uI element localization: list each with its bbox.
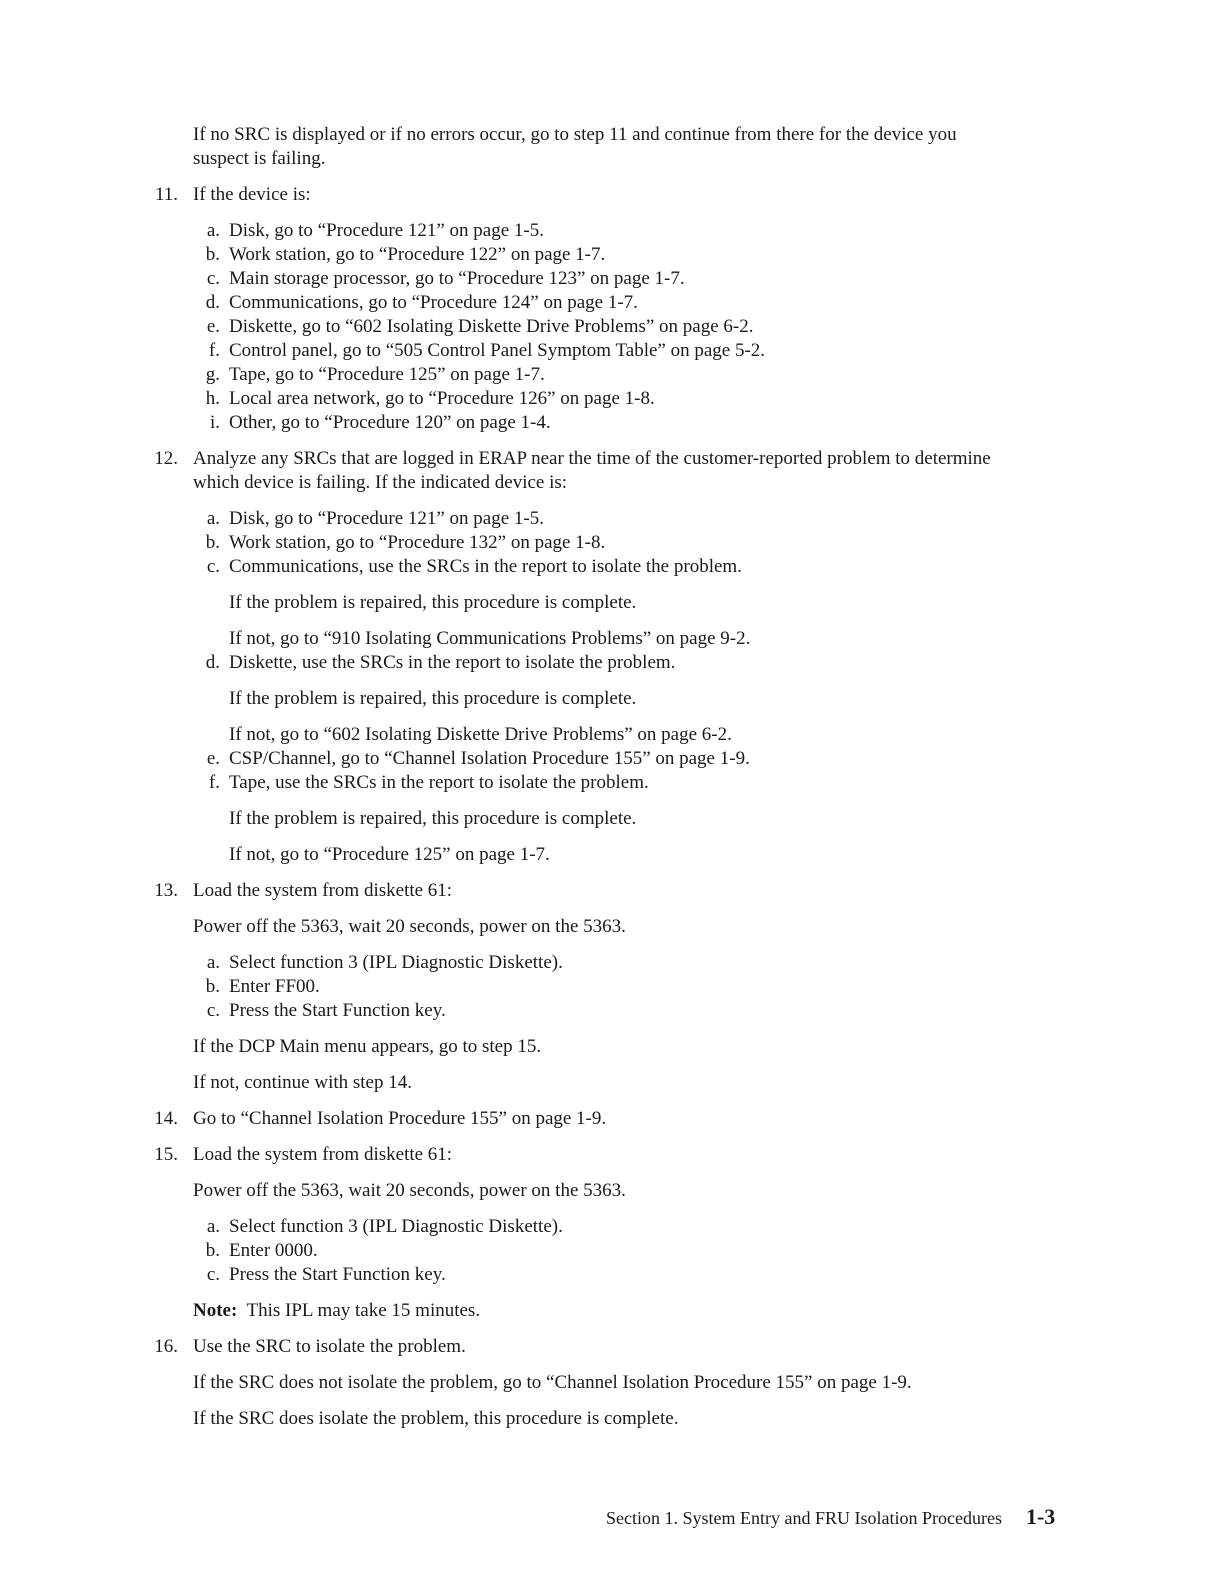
step-11-number: 11. (154, 184, 178, 205)
step-11-item-disk: Disk, go to “Procedure 121” on page 1-5. (229, 220, 545, 241)
step-12-line-1: Analyze any SRCs that are logged in ERAP near the time of the customer-reported problem to determine (193, 448, 991, 469)
list-letter: c. (206, 268, 220, 289)
step-13-item-select: Select function 3 (IPL Diagnostic Diskette). (229, 952, 563, 973)
list-letter: h. (205, 388, 220, 409)
step-12-d-not: If not, go to “602 Isolating Diskette Drive Problems” on page 6-2. (229, 724, 732, 745)
step-12-f-repaired: If the problem is repaired, this procedure is complete. (229, 808, 637, 829)
step-15-note (193, 1299, 480, 1323)
step-15-number: 15. (154, 1144, 178, 1165)
step-12-item-csp-channel: CSP/Channel, go to “Channel Isolation Procedure 155” on page 1-9. (229, 748, 750, 769)
step-16-text: Use the SRC to isolate the problem. (193, 1336, 466, 1357)
step-11-item-tape: Tape, go to “Procedure 125” on page 1-7. (229, 364, 545, 385)
page-number: 1-3 (1025, 1504, 1056, 1529)
step-13-if-dcp: If the DCP Main menu appears, go to step 15. (193, 1036, 542, 1057)
step-12-number: 12. (154, 448, 178, 469)
page-footer (606, 1505, 1055, 1530)
note-label: Note: (193, 1300, 238, 1321)
list-letter: f. (208, 340, 220, 361)
step-12-c-not: If not, go to “910 Isolating Communications Problems” on page 9-2. (229, 628, 751, 649)
list-letter: b. (205, 244, 220, 265)
step-16-not-isolate: If the SRC does not isolate the problem, go to “Channel Isolation Procedure 155” on page 1-9. (193, 1372, 912, 1393)
step-11-item-lan: Local area network, go to “Procedure 126” on page 1-8. (229, 388, 655, 409)
list-letter: e. (206, 316, 220, 337)
list-letter: d. (205, 652, 220, 673)
step-11-item-main-storage: Main storage processor, go to “Procedure 123” on page 1-7. (229, 268, 685, 289)
list-letter: i. (209, 412, 220, 433)
list-letter: f. (208, 772, 220, 793)
step-11-text: If the device is: (193, 184, 311, 205)
step-15-text: Load the system from diskette 61: (193, 1144, 453, 1165)
step-15-item-press: Press the Start Function key. (229, 1264, 446, 1285)
step-12-item-work-station: Work station, go to “Procedure 132” on page 1-8. (229, 532, 606, 553)
list-letter: c. (206, 556, 220, 577)
step-13-if-not: If not, continue with step 14. (193, 1072, 412, 1093)
list-letter: e. (206, 748, 220, 769)
step-13-text: Load the system from diskette 61: (193, 880, 453, 901)
step-15-item-select: Select function 3 (IPL Diagnostic Diskette). (229, 1216, 563, 1237)
footer-section-title: Section 1. System Entry and FRU Isolation Procedures (606, 1508, 1002, 1528)
list-letter: b. (205, 532, 220, 553)
list-letter: a. (206, 1216, 220, 1237)
step-12-item-communications: Communications, use the SRCs in the report to isolate the problem. (229, 556, 742, 577)
step-16-number: 16. (154, 1336, 178, 1357)
note-text: This IPL may take 15 minutes. (246, 1300, 481, 1321)
step-11-item-other: Other, go to “Procedure 120” on page 1-4. (229, 412, 551, 433)
list-letter: a. (206, 508, 220, 529)
step-12-c-repaired: If the problem is repaired, this procedure is complete. (229, 592, 637, 613)
intro-line-2: suspect is failing. (193, 148, 326, 169)
step-13-item-press: Press the Start Function key. (229, 1000, 446, 1021)
list-letter: g. (205, 364, 220, 385)
step-12-f-not: If not, go to “Procedure 125” on page 1-7. (229, 844, 550, 865)
step-12-line-2: which device is failing. If the indicated device is: (193, 472, 568, 493)
step-15-item-enter: Enter 0000. (229, 1240, 318, 1261)
step-11-item-control-panel: Control panel, go to “505 Control Panel Symptom Table” on page 5-2. (229, 340, 766, 361)
step-11-item-work-station: Work station, go to “Procedure 122” on page 1-7. (229, 244, 606, 265)
list-letter: c. (206, 1264, 220, 1285)
step-12-d-repaired: If the problem is repaired, this procedure is complete. (229, 688, 637, 709)
step-15-power: Power off the 5363, wait 20 seconds, power on the 5363. (193, 1180, 626, 1201)
step-12-item-disk: Disk, go to “Procedure 121” on page 1-5. (229, 508, 545, 529)
step-13-power: Power off the 5363, wait 20 seconds, power on the 5363. (193, 916, 626, 937)
list-letter: a. (206, 220, 220, 241)
step-13-number: 13. (154, 880, 178, 901)
step-14-number: 14. (154, 1108, 178, 1129)
step-16-does-isolate: If the SRC does isolate the problem, this procedure is complete. (193, 1408, 679, 1429)
step-11-item-diskette: Diskette, go to “602 Isolating Diskette Drive Problems” on page 6-2. (229, 316, 754, 337)
list-letter: a. (206, 952, 220, 973)
list-letter: b. (205, 1240, 220, 1261)
step-12-item-tape: Tape, use the SRCs in the report to isolate the problem. (229, 772, 649, 793)
step-13-item-enter: Enter FF00. (229, 976, 320, 997)
list-letter: c. (206, 1000, 220, 1021)
step-11-item-communications: Communications, go to “Procedure 124” on page 1-7. (229, 292, 638, 313)
intro-line-1: If no SRC is displayed or if no errors occur, go to step 11 and continue from there for the device you (193, 124, 957, 145)
step-12-item-diskette: Diskette, use the SRCs in the report to isolate the problem. (229, 652, 676, 673)
list-letter: b. (205, 976, 220, 997)
list-letter: d. (205, 292, 220, 313)
step-14-text: Go to “Channel Isolation Procedure 155” on page 1-9. (193, 1108, 607, 1129)
